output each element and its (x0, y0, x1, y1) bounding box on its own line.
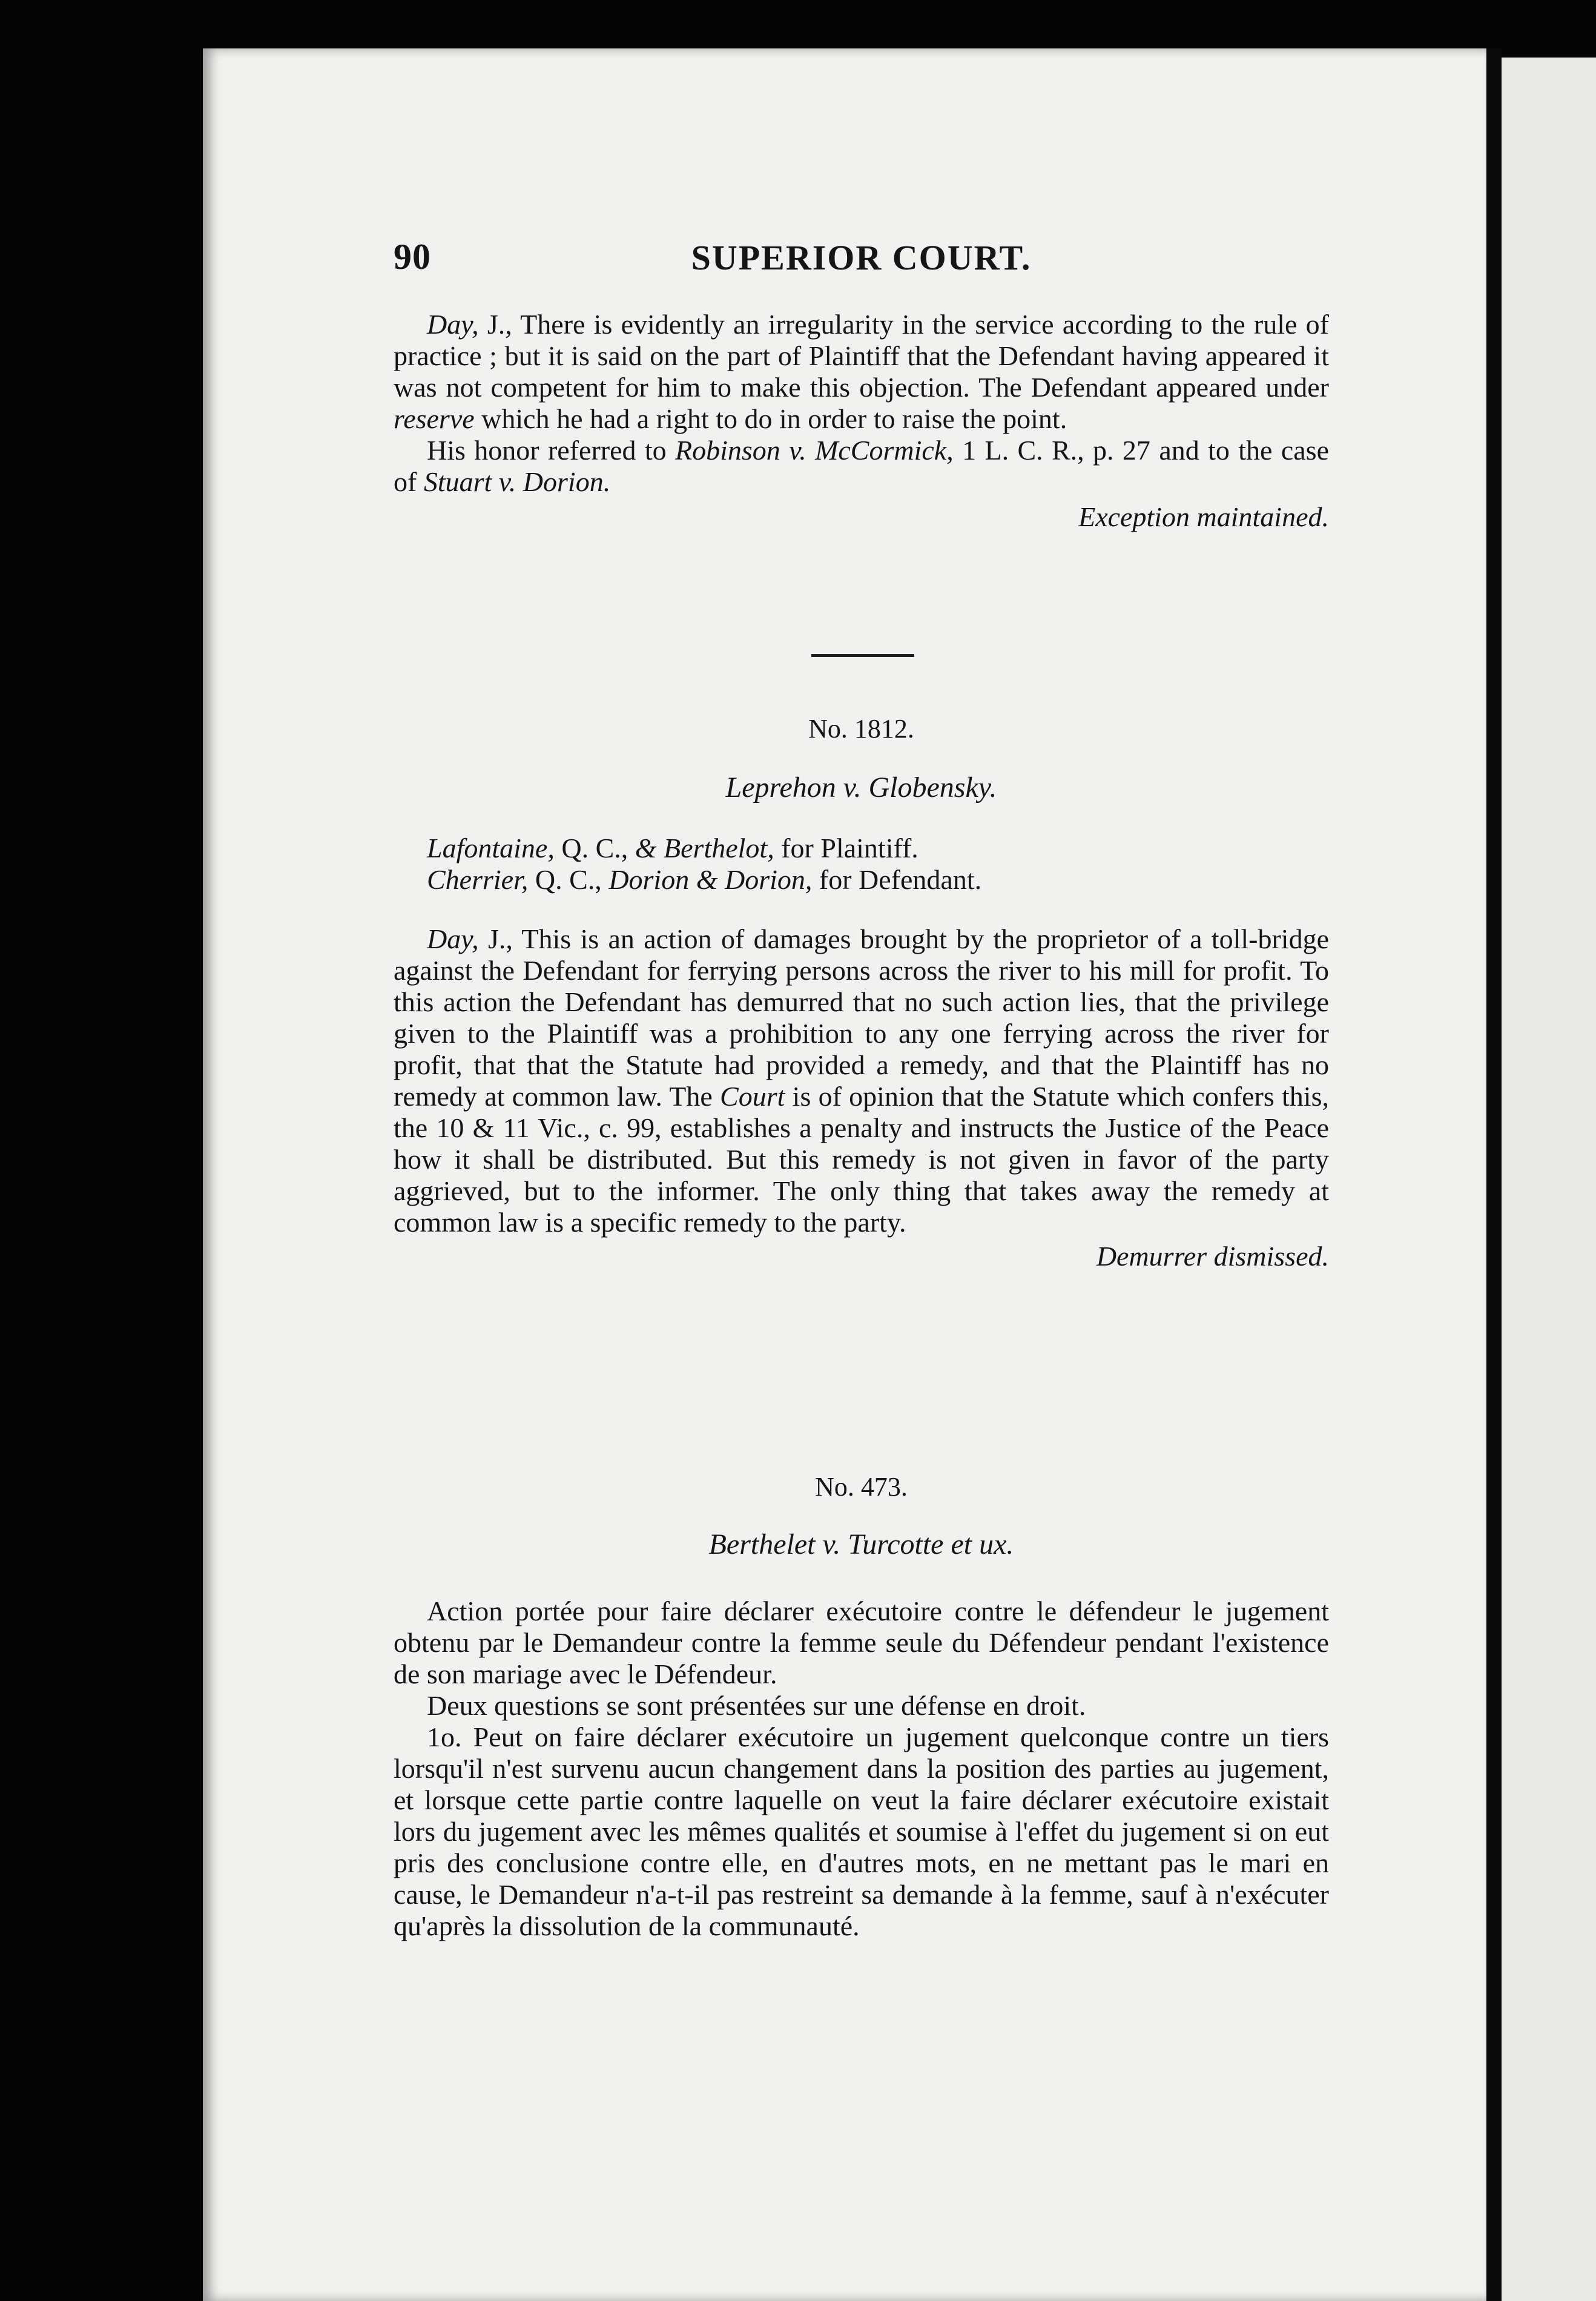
section-3 (394, 1596, 1329, 1942)
case-number-473: No. 473. (815, 1472, 908, 1502)
section-1-paragraph-2 (394, 435, 1329, 498)
running-head: SUPERIOR COURT. (691, 238, 1032, 277)
counsel-role: for Plaintiff. (774, 833, 918, 863)
judge-name: Day, (427, 923, 479, 954)
case-title-leprehon: Leprehon v. Globensky. (725, 771, 997, 804)
counsel-name-2: Berthelot, (664, 833, 774, 863)
page-number: 90 (394, 237, 431, 277)
section-3-paragraph-1: Action portée pour faire déclarer exécutoire contre le défendeur le jugement obtenu par le Demandeur contre la femme seule du Défendeur pendant l'existence de son mariage avec le Défendeur. (394, 1596, 1329, 1689)
section-1 (394, 309, 1329, 533)
counsel-name: Cherrier, (427, 864, 529, 895)
counsel-role: for Defendant. (812, 864, 982, 895)
counsel-title: Q. C., (554, 833, 635, 863)
section-3-paragraph-3: 1o. Peut on faire déclarer exécutoire un jugement quelconque contre un tiers lorsqu'il n'est survenu aucun changement dans la position des parties au jugement, et lorsque cette partie contre laquelle on veut la faire déclarer exécutoire existait lors du jugement avec les mêmes qualités et soumise à l'effet du jugement si on eut pris des conclusione contre elle, en d'autres mots, en ne mettant pas le mari en cause, le Demandeur n'a-t-il pas restreint sa demande à la femme, sauf à n'exécuter qu'après la dissolution de la communauté. (394, 1722, 1329, 1941)
counsel-list (394, 833, 1329, 896)
paragraph-text: J., This is an action of damages brought by the proprietor of a toll-bridge against the Defendant for ferrying persons across the river to his mill for profit. To this action the Defendant has demurred that no such action lies, that the privilege given to the Plaintiff was a prohibition to any one ferrying across the river for profit, that that the Statute had provided a remedy, and that the Plaintiff has no remedy at common law. The (394, 923, 1329, 1112)
adjacent-page-edge (1502, 58, 1596, 2301)
counsel-name-2: Dorion & Dorion, (608, 864, 813, 895)
section-2-result: Demurrer dismissed. (1096, 1241, 1329, 1272)
paragraph-text: His honor referred to (427, 435, 676, 466)
counsel-name: Lafontaine, (427, 833, 555, 863)
case-citation-2: Stuart v. Dorion. (423, 466, 611, 497)
counsel-ampersand: & (635, 833, 664, 863)
counsel-defendant (427, 864, 1329, 896)
judge-name: Day, (427, 309, 479, 340)
case-number-1812: No. 1812. (808, 714, 914, 744)
reserve-term: reserve (394, 403, 475, 434)
section-1-paragraph-1 (394, 309, 1329, 435)
section-2 (394, 923, 1329, 1272)
section-2-paragraph-1 (394, 923, 1329, 1238)
page-gutter (1486, 48, 1502, 2301)
section-divider (811, 654, 914, 657)
paragraph-text-end: which he had a right to do in order to raise the point. (474, 403, 1067, 434)
section-1-result: Exception maintained. (1078, 501, 1329, 532)
paragraph-text-end: is of opinion that the Statute which confers this, the 10 & 11 Vic., c. 99, establishes a penalty and instructs the Justice of the Peace how it shall be distributed. But this remedy is not given in favor of the party aggrieved, but to the informer. The only thing that takes away the remedy at common law is a specific remedy to the party. (394, 1081, 1329, 1238)
page-header (394, 236, 1329, 291)
paragraph-text-mid: 1 L. C. R., p. 27 and to the case of (394, 435, 1329, 497)
case-citation-1: Robinson v. McCormick, (675, 435, 954, 466)
section-3-paragraph-2: Deux questions se sont présentées sur une défense en droit. (427, 1690, 1086, 1721)
counsel-title: Q. C., (528, 864, 609, 895)
case-title-berthelet: Berthelet v. Turcotte et ux. (708, 1528, 1014, 1560)
counsel-plaintiff (427, 833, 1329, 864)
paragraph-text: J., There is evidently an irregularity in the service according to the rule of practice ; but it is said on the part of Plaintiff that the Defendant having appeared it was not competent for him to make this objection. The Defendant appeared under (394, 309, 1329, 403)
court-term: Court (720, 1081, 785, 1112)
